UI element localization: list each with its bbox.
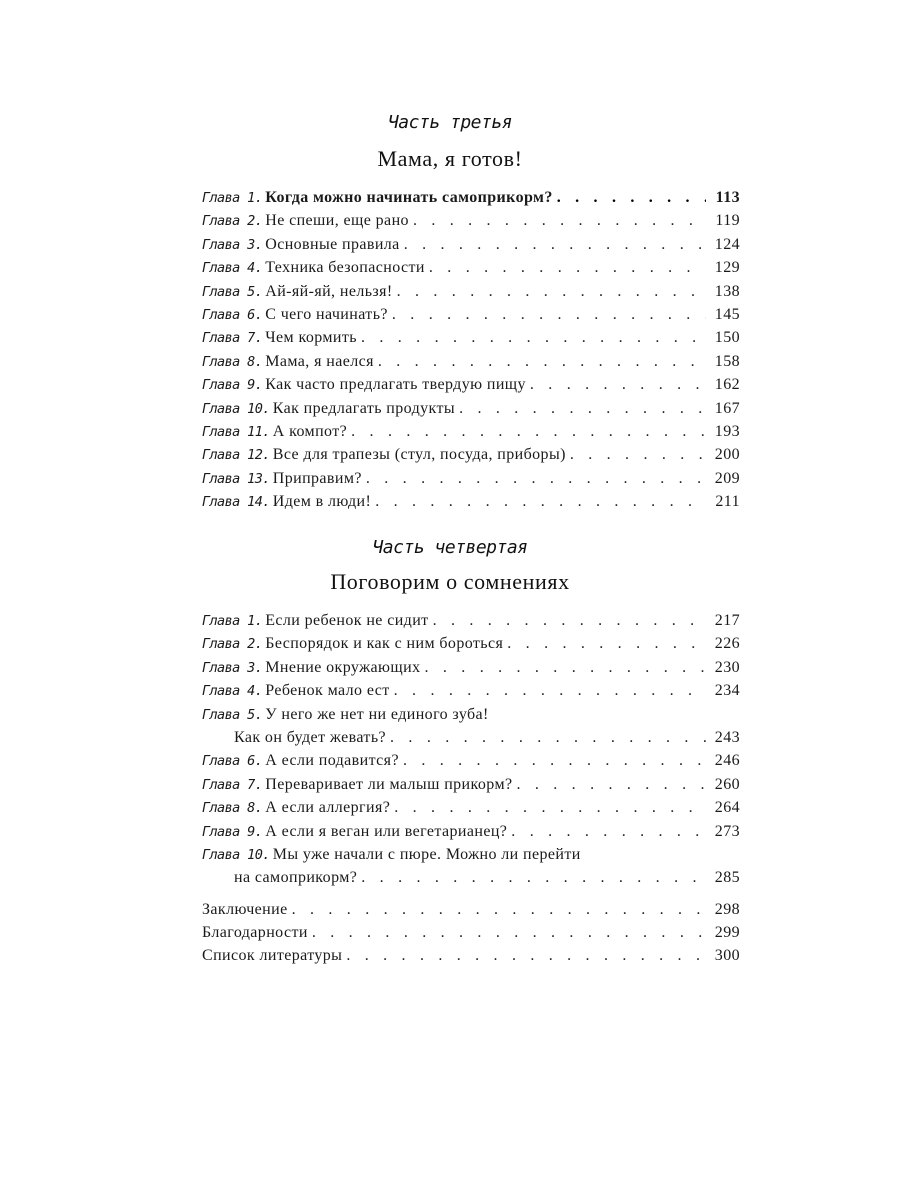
- page-number: 209: [714, 469, 740, 487]
- dot-leader: [366, 467, 706, 490]
- chapter-number: Глава 10.: [202, 846, 270, 863]
- entry-title: С чего начинать?: [265, 305, 388, 323]
- toc-entry: [202, 233, 740, 256]
- entry-title: Идем в люди!: [272, 493, 372, 511]
- dot-leader: [507, 632, 706, 655]
- dot-leader: [394, 679, 706, 702]
- chapter-number: Глава 12.: [202, 447, 270, 464]
- entry-title: Как часто предлагать твердую пищу: [265, 376, 526, 394]
- page-number: 200: [714, 446, 740, 464]
- dot-leader: [375, 490, 706, 513]
- entry-title: Все для трапезы (стул, посуда, приборы): [272, 446, 566, 464]
- page-number: 300: [714, 947, 740, 965]
- entry-title: Ребенок мало ест: [265, 682, 390, 700]
- back-matter-entry: [202, 944, 740, 967]
- chapter-number: Глава 7.: [202, 776, 263, 793]
- toc-entry: [202, 656, 740, 679]
- dot-leader: [530, 373, 706, 396]
- dot-leader: [292, 898, 706, 921]
- entry-title: А если я веган или вегетарианец?: [265, 822, 508, 840]
- entry-title: Техника безопасности: [265, 259, 425, 277]
- toc-entry: [202, 186, 740, 209]
- dot-leader: [557, 186, 706, 209]
- toc-entry: [202, 609, 740, 632]
- entry-title: Список литературы: [202, 947, 343, 965]
- entry-title: Как предлагать продукты: [272, 399, 456, 417]
- dot-leader: [346, 944, 706, 967]
- entry-title: Когда можно начинать самоприкорм?: [265, 189, 553, 206]
- chapter-number: Глава 9.: [202, 823, 263, 840]
- dot-leader: [516, 773, 706, 796]
- chapter-number: Глава 4.: [202, 683, 263, 700]
- page-number: 260: [714, 775, 740, 793]
- page-number: 138: [714, 282, 740, 300]
- chapter-number: Глава 5.: [202, 283, 263, 300]
- chapter-number: Глава 11.: [202, 423, 270, 440]
- dot-leader: [351, 420, 706, 443]
- chapter-number: Глава 1.: [202, 190, 263, 206]
- page-number: 217: [714, 612, 740, 629]
- chapter-number: Глава 6.: [202, 306, 263, 323]
- entry-title: Основные правила: [265, 235, 400, 253]
- toc-entry: [202, 209, 740, 232]
- page-number: 234: [714, 682, 740, 700]
- chapter-number: Глава 7.: [202, 330, 263, 347]
- back-matter-entry: [202, 921, 740, 944]
- page-number: 145: [714, 305, 740, 323]
- page-number: 273: [714, 822, 740, 840]
- chapter-number: Глава 1.: [202, 613, 263, 629]
- entry-title: У него же нет ни единого зуба!: [265, 705, 489, 723]
- toc-entry: [202, 773, 740, 796]
- toc-entry: [202, 749, 740, 772]
- dot-leader: [378, 350, 706, 373]
- dot-leader: [394, 796, 706, 819]
- page-number: 211: [715, 493, 740, 511]
- toc-entry: [202, 373, 740, 396]
- toc-entry: [202, 303, 740, 326]
- dot-leader: [361, 326, 706, 349]
- toc-entry: [202, 326, 740, 349]
- toc-entry: [202, 820, 740, 843]
- toc-entry-continuation: [202, 726, 740, 749]
- chapter-number: Глава 8.: [202, 800, 263, 817]
- dot-leader: [433, 609, 706, 632]
- dot-leader: [404, 233, 706, 256]
- chapter-number: Глава 4.: [202, 260, 263, 277]
- dot-leader: [390, 726, 706, 749]
- toc-entry: [202, 467, 740, 490]
- toc-entry: [202, 843, 740, 866]
- page-number: 298: [714, 900, 740, 918]
- page-number: 246: [714, 752, 740, 770]
- back-matter-entry: [202, 898, 740, 921]
- dot-leader: [361, 866, 706, 889]
- entry-title: Мы уже начали с пюре. Можно ли перейти: [272, 845, 581, 863]
- entry-title: Мама, я наелся: [265, 352, 374, 370]
- dot-leader: [392, 303, 706, 326]
- section-gap: [202, 890, 740, 898]
- chapter-number: Глава 5.: [202, 706, 263, 723]
- page-number: 150: [714, 329, 740, 347]
- toc-entry: [202, 490, 740, 513]
- chapter-number: Глава 10.: [202, 400, 270, 417]
- page-number: 167: [714, 399, 740, 417]
- part-three-title: Мама, я готов!: [377, 146, 523, 171]
- entry-title: А компот?: [272, 422, 348, 440]
- toc-entry: [202, 397, 740, 420]
- dot-leader: [429, 256, 706, 279]
- toc-entry: [202, 420, 740, 443]
- entry-title: Приправим?: [272, 469, 362, 487]
- entry-title: на самоприкорм?: [234, 869, 358, 887]
- page-number: 230: [714, 658, 740, 676]
- entry-title: А если аллергия?: [265, 799, 391, 817]
- dot-leader: [397, 280, 706, 303]
- chapter-number: Глава 8.: [202, 353, 263, 370]
- page-number: 124: [714, 235, 740, 253]
- part-four-title: Поговорим о сомнениях: [330, 569, 570, 594]
- entry-title: Заключение: [202, 900, 288, 918]
- chapter-number: Глава 9.: [202, 377, 263, 394]
- toc-entry: [202, 256, 740, 279]
- toc-entry: [202, 350, 740, 373]
- toc-entry: [202, 280, 740, 303]
- toc-entry: [202, 443, 740, 466]
- dot-leader: [459, 397, 706, 420]
- entry-title: Не спеши, еще рано: [265, 212, 409, 230]
- toc-entry: [202, 632, 740, 655]
- chapter-number: Глава 2.: [202, 636, 263, 653]
- dot-leader: [425, 656, 707, 679]
- page-number: 243: [714, 728, 740, 746]
- entry-title: Как он будет жевать?: [234, 728, 387, 746]
- toc-entry-continuation: [202, 866, 740, 889]
- page-number: 193: [714, 422, 740, 440]
- entry-title: Чем кормить: [265, 329, 357, 347]
- page-number: 264: [714, 799, 740, 817]
- entry-title: Беспорядок и как с ним бороться: [265, 635, 504, 653]
- chapter-number: Глава 3.: [202, 236, 263, 253]
- dot-leader: [570, 443, 706, 466]
- chapter-number: Глава 13.: [202, 470, 270, 487]
- chapter-number: Глава 14.: [202, 494, 270, 511]
- page-number: 226: [714, 635, 740, 653]
- page-number: 158: [714, 352, 740, 370]
- entry-title: Мнение окружающих: [265, 658, 421, 676]
- toc-entry: [202, 679, 740, 702]
- page-number: 285: [714, 869, 740, 887]
- entry-title: Благодарности: [202, 924, 308, 942]
- chapter-number: Глава 2.: [202, 213, 263, 230]
- part-four-label: Часть четвертая: [372, 537, 528, 558]
- part-three-label: Часть третья: [387, 112, 513, 133]
- entry-title: А если подавится?: [265, 752, 399, 770]
- page-number: 129: [714, 259, 740, 277]
- part-four-toc: [202, 609, 740, 968]
- dot-leader: [511, 820, 706, 843]
- entry-title: Если ребенок не сидит: [265, 612, 429, 629]
- entry-title: Переваривает ли малыш прикорм?: [265, 775, 513, 793]
- page-number: 113: [715, 189, 740, 206]
- chapter-number: Глава 3.: [202, 659, 263, 676]
- toc-entry: [202, 796, 740, 819]
- page-number: 119: [715, 212, 740, 230]
- toc-entry: [202, 703, 740, 726]
- chapter-number: Глава 6.: [202, 753, 263, 770]
- dot-leader: [312, 921, 706, 944]
- page-number: 162: [714, 376, 740, 394]
- dot-leader: [403, 749, 706, 772]
- dot-leader: [413, 209, 706, 232]
- page-number: 299: [714, 924, 740, 942]
- part-three-toc: [202, 186, 740, 513]
- entry-title: Ай-яй-яй, нельзя!: [265, 282, 393, 300]
